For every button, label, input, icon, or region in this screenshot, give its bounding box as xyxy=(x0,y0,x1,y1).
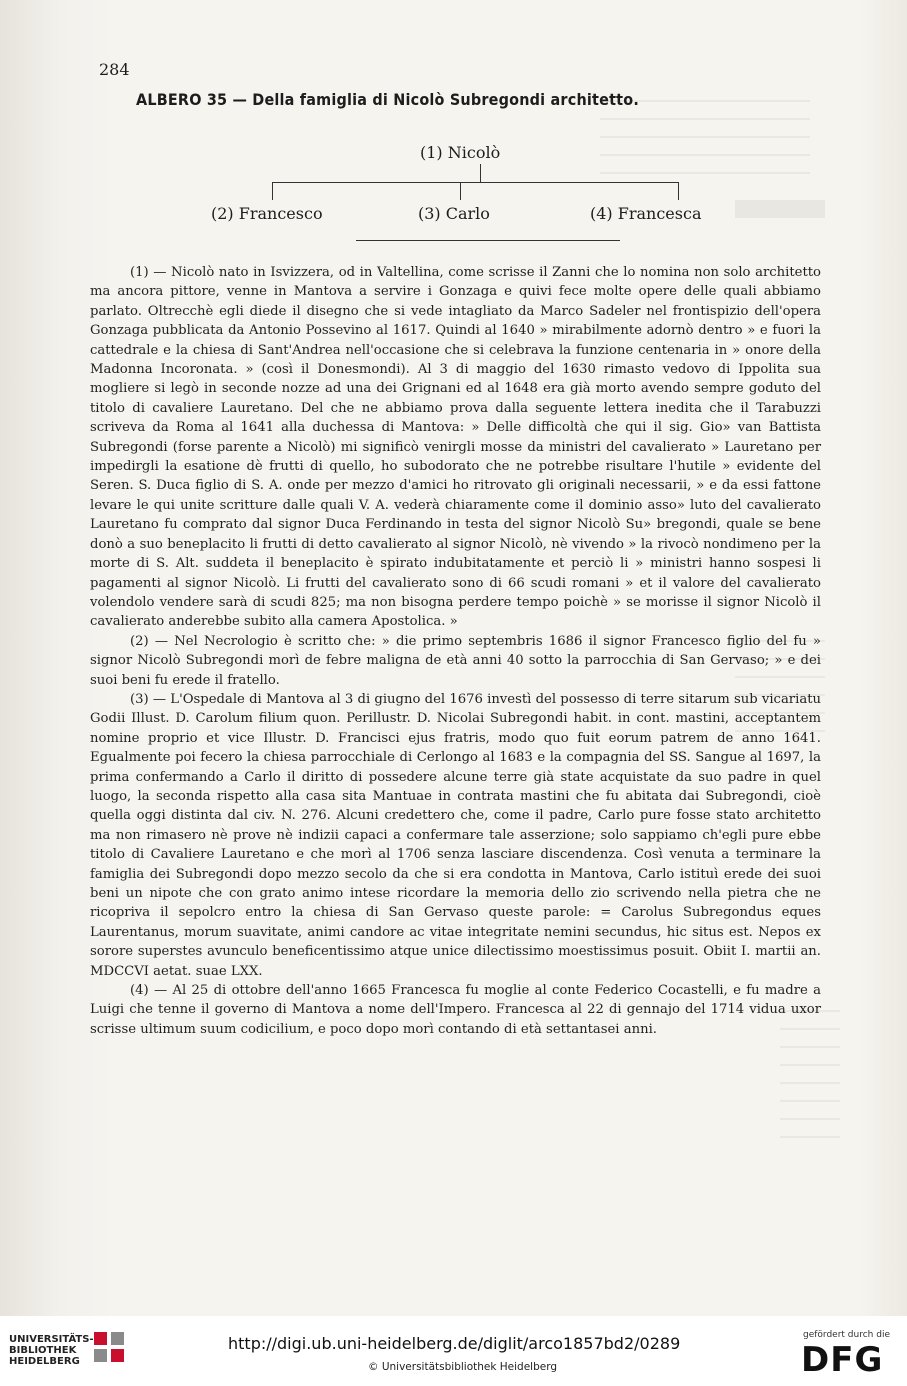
library-logo-icon xyxy=(92,1330,126,1364)
tree-node-child: (3) Carlo xyxy=(418,204,490,223)
body-text xyxy=(90,263,821,1039)
library-logo-text: UNIVERSITÄTS- BIBLIOTHEK HEIDELBERG xyxy=(9,1334,94,1367)
paragraph-note-1: (1) — Nicolò nato in Isvizzera, od in Valtellina, come scrisse il Zanni che lo nomina non solo architetto ma ancora pittore, venne in Mantova a servire i Gonzaga e quivi fece molte opere delle quali abbiamo parlato. Oltrecchè egli diede il disegno che si vede intagliato da Marco Sadeler nel frontispizio dell'opera Gonzaga pubblicata da Antonio Possevino al 1617. Quindi al 1640 » mirabilmente adornò dentro » e fuori la cattedrale e la chiesa di Sant'Andrea nell'occasione che si celebrava la funzione centenaria in » onore della Madonna Incoronata. » (così il Donesmondi). Al 3 di maggio del 1630 rimasto vedovo di Ippolita sua mogliere si legò in seconde nozze ad una dei Grignani ed al 1648 era già morto avendo sempre goduto del titolo di cavaliere Lauretano. Del che ne abbiamo prova dalla seguente lettera inedita che il Tarabuzzi scriveva da Roma al 1641 alla duchessa di Mantova: » Delle difficoltà che qui il sig. Gio» van Battista Subregondi (forse parente a Nicolò) mi significò venirgli mosse da ministri del cavalierato » Lauretano per impedirgli la esatione dè frutti di quello, ho subodorato che ne potrebbe risultare l'hutile » evidente del Seren. S. Duca figlio di S. A. onde per mezzo d'amici ho ritrovato gli originali necessarii, » e da essi fattone levare le qui unite scritture dalle quali V. A. vederà chiaramente come il dominio asso» luto del cavalierato Lauretano fu comprato dal signor Duca Ferdinando in testa del signor Nicolò Su» bregondi, quale se bene donò a suo beneplacito li frutti di detto cavalierato al signor Nicolò, nè vivendo » la rivocò nondimeno per la morte di S. Alt. suddeta il beneplacito è spirato indubitatamente et perciò li » ministri hanno sospesi li pagamenti al signor Nicolò. Li frutti del cavalierato sono di 66 scudi romani » et il valore del cavalierato volendolo vendere sarà di scudi 825; ma non bisogna perdere tempo poichè » se morisse il signor Nicolò il cavalierato anderebbe subito alla camera Apostolica. » xyxy=(90,265,821,630)
bleed-through xyxy=(735,200,825,218)
tree-connector xyxy=(460,182,461,200)
tree-connector xyxy=(678,182,679,200)
section-divider xyxy=(356,240,620,241)
funding-label: gefördert durch die xyxy=(803,1330,890,1340)
dfg-logo: DFG xyxy=(801,1340,884,1380)
tree-node-root: (1) Nicolò xyxy=(420,143,501,162)
page-title: ALBERO 35 — Della famiglia di Nicolò Subregondi architetto. xyxy=(136,90,640,109)
tree-connector xyxy=(480,164,481,182)
tree-connector xyxy=(272,182,273,200)
page-number: 284 xyxy=(99,60,130,79)
source-url-link[interactable]: http://digi.ub.uni-heidelberg.de/diglit/arco1857bd2/0289 xyxy=(228,1334,681,1353)
paragraph-note-3: (3) — L'Ospedale di Mantova al 3 di giugno del 1676 investì del possesso di terre sitarum sub vicariatu Godii Illust. D. Carolum filium quon. Perillustr. D. Nicolai Subregondi habit. in cont. mastini, acceptantem nomine proprio et vice Illustr. D. Francisci ejus fratris, modo quo fuit eorum patrem de anno 1641. Egualmente poi fecero la chiesa parrocchiale di Cerlongo al 1683 e la compagnia del SS. Sangue al 1697, la prima confermando a Carlo il diritto di possedere alcune terre già state acquistate da suo padre in quel luogo, la seconda rispetto alla casa sita Mantuae in contrata mastini che fu abitata dai Subregondi, cioè quella oggi distinta dal civ. N. 276. Alcuni credettero che, come il padre, Carlo pure fosse stato architetto ma non rimasero nè prove nè indizii capaci a confermare tale asserzione; solo sappiamo ch'egli pure ebbe titolo di Cavaliere Lauretano e che morì al 1706 senza lasciare discendenza. Così venuta a terminare la famiglia dei Subregondi dopo mezzo secolo da che si era condotta in Mantova, Carlo istituì erede dei suoi beni un nipote che con grato animo intese ricordare la memoria dello zio scrivendo nella pietra che ne ricopriva il sepolcro entro la chiesa di San Gervaso queste parole: = Carolus Subregondus eques Laurentanus, morum suavitate, animi candore ac vitae integritate nemini secundus, hic situs est. Nepos ex sorore superstes avunculo beneficentissimo atque unice dilectissimo moestissimus posuit. Obiit I. martii an. MDCCVI aetat. suae LXX. xyxy=(90,691,821,979)
tree-connector xyxy=(272,182,678,183)
bleed-through xyxy=(600,100,810,180)
copyright-notice: © Universitätsbibliothek Heidelberg xyxy=(368,1361,558,1373)
tree-node-child: (2) Francesco xyxy=(211,204,323,223)
tree-node-child: (4) Francesca xyxy=(590,204,702,223)
paragraph-note-4: (4) — Al 25 di ottobre dell'anno 1665 Francesca fu moglie al conte Federico Cocastelli, e fu madre a Luigi che tenne il governo di Mantova a nome dell'Impero. Francesca al 22 di gennajo del 1714 vidua uxor scrisse ultimum suum codicilium, e poco dopo morì contando di età settantasei anni. xyxy=(90,983,821,1037)
paragraph-note-2: (2) — Nel Necrologio è scritto che: » die primo septembris 1686 il signor Francesco figlio del fu » signor Nicolò Subregondi morì de febre maligna de età anni 40 sotto la parrocchia di San Gervaso; » e dei suoi beni fu erede il fratello. xyxy=(90,633,821,688)
